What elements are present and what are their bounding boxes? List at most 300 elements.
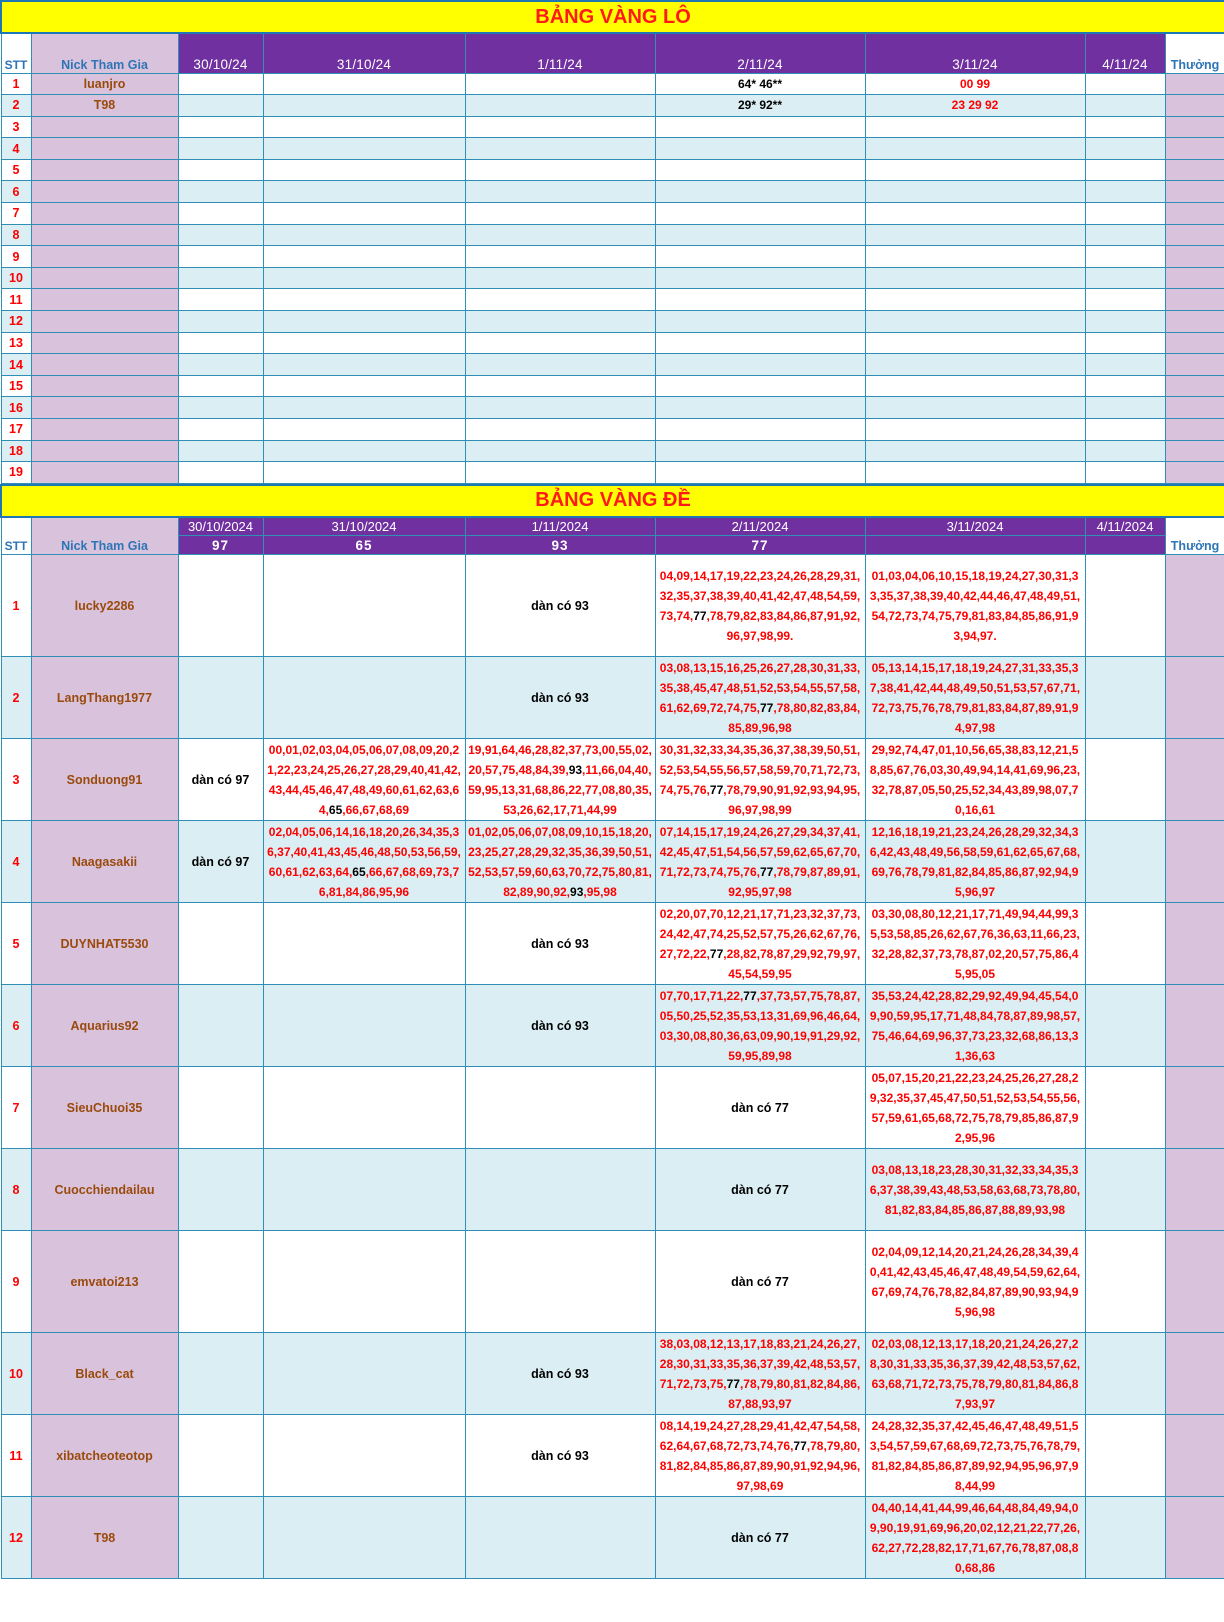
- de-header-date-4: 2/11/2024: [655, 517, 865, 536]
- row-stt: 3: [1, 116, 31, 138]
- lo-cell-date-5: [865, 203, 1085, 225]
- de-cell-date-6: [1085, 1333, 1165, 1415]
- de-cell-date-1: [178, 1333, 263, 1415]
- lo-cell-date-5: [865, 246, 1085, 268]
- lo-cell-date-4: [655, 354, 865, 376]
- row-nick: T98: [31, 95, 178, 117]
- row-thuong: [1165, 138, 1224, 160]
- de-cell-date-5: 35,53,24,42,28,82,29,92,49,94,45,54,09,90,59,95,17,71,48,84,78,87,89,98,57,75,46,64,69,96,37,73,23,32,68,86,13,31,36,63: [865, 985, 1085, 1067]
- row-stt: 16: [1, 397, 31, 419]
- de-cell-date-4: dàn có 77: [655, 1231, 865, 1333]
- table-row: [1, 267, 1224, 289]
- lo-cell-date-2: [263, 311, 465, 333]
- de-cell-date-2: 00,01,02,03,04,05,06,07,08,09,20,21,22,23,24,25,26,27,28,29,40,41,42,43,44,45,46,47,48,49,60,61,62,63,64,65,66,67,68,69: [263, 739, 465, 821]
- lo-table: [0, 0, 1224, 484]
- winning-number: 77: [709, 946, 724, 961]
- de-cell-date-3: [465, 1497, 655, 1579]
- row-stt: 14: [1, 354, 31, 376]
- row-thuong: [1165, 419, 1224, 441]
- de-cell-date-5: 01,03,04,06,10,15,18,19,24,27,30,31,33,35,37,38,39,40,42,44,46,47,48,49,51,54,72,73,74,75,79,81,83,84,85,86,91,93,94,97.: [865, 555, 1085, 657]
- de-result-5: [865, 536, 1085, 555]
- de-result-4: 77: [655, 536, 865, 555]
- de-header-date-6: 4/11/2024: [1085, 517, 1165, 536]
- table-row: [1, 903, 1224, 985]
- lo-header-date-6: 4/11/24: [1085, 33, 1165, 73]
- lo-cell-date-2: [263, 354, 465, 376]
- de-header-thuong: Thưởng: [1165, 517, 1224, 555]
- de-result-2: 65: [263, 536, 465, 555]
- lo-cell-date-6: [1085, 181, 1165, 203]
- lo-cell-date-6: [1085, 354, 1165, 376]
- de-cell-date-2: [263, 1333, 465, 1415]
- de-cell-date-6: [1085, 1231, 1165, 1333]
- lo-cell-date-6: [1085, 332, 1165, 354]
- lo-cell-date-4: [655, 397, 865, 419]
- de-cell-date-3: [465, 1149, 655, 1231]
- row-nick: T98: [31, 1497, 178, 1579]
- lo-cell-date-1: [178, 462, 263, 484]
- lo-cell-date-3: [465, 138, 655, 160]
- row-thuong: [1165, 73, 1224, 95]
- winning-number: 77: [743, 988, 757, 1003]
- row-thuong: [1165, 1149, 1224, 1231]
- row-stt: 9: [1, 246, 31, 268]
- lo-cell-date-5: [865, 375, 1085, 397]
- lo-cell-date-3: [465, 203, 655, 225]
- lo-cell-date-4: [655, 332, 865, 354]
- lo-cell-date-5: [865, 462, 1085, 484]
- row-stt: 4: [1, 821, 31, 903]
- row-thuong: [1165, 1333, 1224, 1415]
- de-cell-date-2: [263, 1497, 465, 1579]
- lo-cell-date-2: [263, 116, 465, 138]
- table-row: [1, 181, 1224, 203]
- de-header-stt: STT: [1, 517, 31, 555]
- de-cell-date-4: 07,14,15,17,19,24,26,27,29,34,37,41,42,45,47,51,54,56,57,59,62,65,67,70,71,72,73,74,75,76,77,78,79,87,89,91,92,95,97,98: [655, 821, 865, 903]
- lo-cell-date-1: [178, 311, 263, 333]
- lo-cell-date-5: [865, 289, 1085, 311]
- row-nick: LangThang1977: [31, 657, 178, 739]
- lo-cell-date-4: 29* 92**: [655, 95, 865, 117]
- lo-cell-date-1: [178, 332, 263, 354]
- winning-number: 93: [570, 884, 584, 899]
- lo-cell-date-3: [465, 224, 655, 246]
- lo-header-date-2: 31/10/24: [263, 33, 465, 73]
- de-cell-date-1: [178, 555, 263, 657]
- lo-header-date-4: 2/11/24: [655, 33, 865, 73]
- de-cell-date-4: 30,31,32,33,34,35,36,37,38,39,50,51,52,53,54,55,56,57,58,59,70,71,72,73,74,75,76,77,78,79,90,91,92,93,94,95,96,97,98,99: [655, 739, 865, 821]
- row-nick: DUYNHAT5530: [31, 903, 178, 985]
- table-row: [1, 159, 1224, 181]
- de-cell-date-5: 24,28,32,35,37,42,45,46,47,48,49,51,53,54,57,59,67,68,69,72,73,75,76,78,79,81,82,84,85,86,87,89,92,94,95,96,97,98,44,99: [865, 1415, 1085, 1497]
- table-row: [1, 555, 1224, 657]
- de-cell-date-6: [1085, 1497, 1165, 1579]
- row-nick: [31, 181, 178, 203]
- row-stt: 6: [1, 985, 31, 1067]
- row-stt: 3: [1, 739, 31, 821]
- de-header-date-5: 3/11/2024: [865, 517, 1085, 536]
- lo-cell-date-6: [1085, 73, 1165, 95]
- lo-cell-date-6: [1085, 419, 1165, 441]
- lo-cell-date-1: [178, 224, 263, 246]
- lo-cell-date-1: [178, 95, 263, 117]
- row-stt: 15: [1, 375, 31, 397]
- de-cell-date-2: [263, 1149, 465, 1231]
- lo-cell-date-5: [865, 311, 1085, 333]
- de-cell-date-4: dàn có 77: [655, 1497, 865, 1579]
- lo-cell-date-5: [865, 181, 1085, 203]
- lo-cell-date-5: [865, 440, 1085, 462]
- lo-cell-date-2: [263, 375, 465, 397]
- row-nick: [31, 267, 178, 289]
- de-cell-date-1: [178, 1231, 263, 1333]
- lo-cell-date-3: [465, 462, 655, 484]
- de-header-nick: Nick Tham Gia: [31, 517, 178, 555]
- row-nick: [31, 332, 178, 354]
- table-row: [1, 311, 1224, 333]
- lo-cell-date-2: [263, 224, 465, 246]
- table-row: [1, 397, 1224, 419]
- row-thuong: [1165, 1067, 1224, 1149]
- table-row: [1, 419, 1224, 441]
- table-row: [1, 1415, 1224, 1497]
- lo-cell-date-1: [178, 419, 263, 441]
- row-thuong: [1165, 354, 1224, 376]
- lo-cell-date-3: [465, 397, 655, 419]
- lo-cell-date-2: [263, 440, 465, 462]
- lo-cell-date-4: [655, 116, 865, 138]
- de-cell-date-5: 29,92,74,47,01,10,56,65,38,83,12,21,58,85,67,76,03,30,49,94,14,41,69,96,23,32,78,87,05,50,25,52,34,43,89,98,07,70,16,61: [865, 739, 1085, 821]
- row-thuong: [1165, 311, 1224, 333]
- de-body: [1, 555, 1224, 1579]
- de-cell-date-5: 02,03,08,12,13,17,18,20,21,24,26,27,28,30,31,33,35,36,37,39,42,48,53,57,62,63,68,71,72,73,75,78,79,80,81,84,86,87,93,97: [865, 1333, 1085, 1415]
- lo-cell-date-1: [178, 116, 263, 138]
- lo-cell-date-2: [263, 138, 465, 160]
- lo-cell-date-4: [655, 311, 865, 333]
- de-cell-date-2: 02,04,05,06,14,16,18,20,26,34,35,36,37,40,41,43,45,46,48,50,53,56,59,60,61,62,63,64,65,66,67,68,69,73,76,81,84,86,95,96: [263, 821, 465, 903]
- winning-number: 93: [568, 762, 583, 777]
- de-cell-date-2: [263, 1231, 465, 1333]
- lo-header-date-3: 1/11/24: [465, 33, 655, 73]
- table-row: [1, 332, 1224, 354]
- de-cell-date-1: [178, 985, 263, 1067]
- row-stt: 19: [1, 462, 31, 484]
- lo-cell-date-2: [263, 332, 465, 354]
- row-thuong: [1165, 267, 1224, 289]
- table-row: [1, 657, 1224, 739]
- de-cell-date-3: dàn có 93: [465, 555, 655, 657]
- winning-number: 77: [793, 1438, 807, 1453]
- de-cell-date-3: [465, 1231, 655, 1333]
- row-stt: 11: [1, 1415, 31, 1497]
- de-header-date-2: 31/10/2024: [263, 517, 465, 536]
- row-stt: 5: [1, 903, 31, 985]
- lo-cell-date-4: [655, 289, 865, 311]
- de-cell-date-3: dàn có 93: [465, 985, 655, 1067]
- row-nick: [31, 203, 178, 225]
- table-row: [1, 821, 1224, 903]
- table-row: [1, 985, 1224, 1067]
- lo-header-date-1: 30/10/24: [178, 33, 263, 73]
- row-stt: 1: [1, 73, 31, 95]
- lo-cell-date-6: [1085, 159, 1165, 181]
- de-cell-date-3: [465, 1067, 655, 1149]
- row-stt: 2: [1, 95, 31, 117]
- de-table: [0, 484, 1224, 1580]
- lo-cell-date-2: [263, 203, 465, 225]
- row-thuong: [1165, 289, 1224, 311]
- lo-cell-date-2: [263, 73, 465, 95]
- row-nick: luanjro: [31, 73, 178, 95]
- table-row: [1, 289, 1224, 311]
- lo-cell-date-3: [465, 375, 655, 397]
- de-cell-date-5: 02,04,09,12,14,20,21,24,26,28,34,39,40,41,42,43,45,46,47,48,49,54,59,62,64,67,69,74,76,78,82,84,87,89,90,93,94,95,96,98: [865, 1231, 1085, 1333]
- lo-cell-date-6: [1085, 397, 1165, 419]
- table-row: [1, 1333, 1224, 1415]
- lo-cell-date-1: [178, 289, 263, 311]
- lo-cell-date-2: [263, 95, 465, 117]
- table-row: [1, 73, 1224, 95]
- lo-body: [1, 73, 1224, 483]
- row-stt: 10: [1, 267, 31, 289]
- table-row: [1, 354, 1224, 376]
- de-cell-date-4: dàn có 77: [655, 1149, 865, 1231]
- row-nick: lucky2286: [31, 555, 178, 657]
- lo-cell-date-3: [465, 159, 655, 181]
- row-stt: 13: [1, 332, 31, 354]
- lo-cell-date-1: [178, 375, 263, 397]
- lo-cell-date-4: [655, 375, 865, 397]
- table-row: [1, 203, 1224, 225]
- row-stt: 17: [1, 419, 31, 441]
- de-cell-date-5: 03,08,13,18,23,28,30,31,32,33,34,35,36,37,38,39,43,48,53,58,63,68,73,78,80,81,82,83,84,85,86,87,88,89,93,98: [865, 1149, 1085, 1231]
- lo-cell-date-3: [465, 332, 655, 354]
- lo-cell-date-3: [465, 95, 655, 117]
- row-nick: [31, 138, 178, 160]
- row-thuong: [1165, 555, 1224, 657]
- row-thuong: [1165, 903, 1224, 985]
- row-nick: SieuChuoi35: [31, 1067, 178, 1149]
- lo-cell-date-3: [465, 419, 655, 441]
- lo-cell-date-5: [865, 397, 1085, 419]
- lo-cell-date-3: [465, 311, 655, 333]
- lo-cell-date-2: [263, 289, 465, 311]
- row-nick: Black_cat: [31, 1333, 178, 1415]
- row-nick: [31, 397, 178, 419]
- row-thuong: [1165, 375, 1224, 397]
- row-stt: 6: [1, 181, 31, 203]
- lo-cell-date-5: [865, 116, 1085, 138]
- de-cell-date-1: [178, 1149, 263, 1231]
- lo-cell-date-3: [465, 181, 655, 203]
- lo-header-nick: Nick Tham Gia: [31, 33, 178, 73]
- row-thuong: [1165, 246, 1224, 268]
- de-cell-date-3: dàn có 93: [465, 1415, 655, 1497]
- lo-cell-date-5: [865, 267, 1085, 289]
- lo-title: BẢNG VÀNG LÔ: [1, 1, 1224, 33]
- de-cell-date-4: 07,70,17,71,22,77,37,73,57,75,78,87,05,50,25,52,35,53,13,31,69,96,46,64,03,30,08,80,36,63,09,90,19,91,29,92,59,95,89,98: [655, 985, 865, 1067]
- de-cell-date-4: 38,03,08,12,13,17,18,83,21,24,26,27,28,30,31,33,35,36,37,39,42,48,53,57,71,72,73,75,77,78,79,80,81,82,84,86,87,88,93,97: [655, 1333, 865, 1415]
- de-cell-date-2: [263, 555, 465, 657]
- de-cell-date-5: 05,07,15,20,21,22,23,24,25,26,27,28,29,32,35,37,45,47,50,51,52,53,54,55,56,57,59,61,65,68,72,75,78,79,85,86,87,92,95,96: [865, 1067, 1085, 1149]
- row-stt: 4: [1, 138, 31, 160]
- row-stt: 18: [1, 440, 31, 462]
- row-stt: 5: [1, 159, 31, 181]
- row-thuong: [1165, 1497, 1224, 1579]
- de-result-1: 97: [178, 536, 263, 555]
- de-cell-date-1: [178, 903, 263, 985]
- row-nick: [31, 159, 178, 181]
- de-cell-date-3: dàn có 93: [465, 903, 655, 985]
- row-nick: Cuocchiendailau: [31, 1149, 178, 1231]
- lo-header-thuong: Thưởng: [1165, 33, 1224, 73]
- lo-cell-date-3: [465, 246, 655, 268]
- lo-cell-date-2: [263, 267, 465, 289]
- row-thuong: [1165, 985, 1224, 1067]
- winning-number: 65: [352, 864, 366, 879]
- lo-cell-date-3: [465, 354, 655, 376]
- row-stt: 8: [1, 224, 31, 246]
- lo-cell-date-3: [465, 289, 655, 311]
- row-nick: Sonduong91: [31, 739, 178, 821]
- lo-cell-date-1: [178, 138, 263, 160]
- de-cell-date-2: [263, 985, 465, 1067]
- row-nick: [31, 375, 178, 397]
- lo-cell-date-6: [1085, 440, 1165, 462]
- row-thuong: [1165, 203, 1224, 225]
- lo-cell-date-1: [178, 267, 263, 289]
- lo-cell-date-6: [1085, 203, 1165, 225]
- de-cell-date-1: [178, 1497, 263, 1579]
- row-stt: 12: [1, 311, 31, 333]
- row-nick: [31, 289, 178, 311]
- lo-cell-date-5: [865, 159, 1085, 181]
- row-thuong: [1165, 1415, 1224, 1497]
- lo-cell-date-4: [655, 159, 865, 181]
- de-cell-date-5: 12,16,18,19,21,23,24,26,28,29,32,34,36,42,43,48,49,56,58,59,61,62,65,67,68,69,76,78,79,81,82,84,85,86,87,92,94,95,96,97: [865, 821, 1085, 903]
- lo-cell-date-2: [263, 397, 465, 419]
- de-cell-date-1: dàn có 97: [178, 821, 263, 903]
- lo-cell-date-6: [1085, 95, 1165, 117]
- lo-cell-date-3: [465, 267, 655, 289]
- row-thuong: [1165, 462, 1224, 484]
- table-row: [1, 440, 1224, 462]
- row-thuong: [1165, 397, 1224, 419]
- lo-cell-date-4: [655, 224, 865, 246]
- table-row: [1, 246, 1224, 268]
- row-nick: xibatcheoteotop: [31, 1415, 178, 1497]
- de-cell-date-4: 08,14,19,24,27,28,29,41,42,47,54,58,62,64,67,68,72,73,74,76,77,78,79,80,81,82,84,85,86,87,89,90,91,92,94,96,97,98,69: [655, 1415, 865, 1497]
- winning-number: 77: [693, 608, 707, 623]
- lo-cell-date-4: [655, 440, 865, 462]
- row-nick: [31, 311, 178, 333]
- lo-cell-date-6: [1085, 116, 1165, 138]
- table-row: [1, 138, 1224, 160]
- de-cell-date-3: dàn có 93: [465, 1333, 655, 1415]
- lo-cell-date-6: [1085, 267, 1165, 289]
- row-nick: Naagasakii: [31, 821, 178, 903]
- de-cell-date-2: [263, 903, 465, 985]
- row-stt: 12: [1, 1497, 31, 1579]
- de-cell-date-6: [1085, 555, 1165, 657]
- de-header-date-1: 30/10/2024: [178, 517, 263, 536]
- table-row: [1, 95, 1224, 117]
- de-cell-date-6: [1085, 821, 1165, 903]
- lo-cell-date-4: [655, 181, 865, 203]
- row-thuong: [1165, 1231, 1224, 1333]
- lo-cell-date-5: [865, 419, 1085, 441]
- lo-cell-date-2: [263, 181, 465, 203]
- lo-cell-date-1: [178, 159, 263, 181]
- de-result-3: 93: [465, 536, 655, 555]
- row-thuong: [1165, 332, 1224, 354]
- de-cell-date-4: 04,09,14,17,19,22,23,24,26,28,29,31,32,35,37,38,39,40,41,42,47,48,54,59,73,74,77,78,79,82,83,84,86,87,91,92,96,97,98,99.: [655, 555, 865, 657]
- row-thuong: [1165, 821, 1224, 903]
- de-cell-date-1: [178, 1067, 263, 1149]
- lo-cell-date-1: [178, 246, 263, 268]
- lo-cell-date-1: [178, 397, 263, 419]
- de-cell-date-5: 05,13,14,15,17,18,19,24,27,31,33,35,37,38,41,42,44,48,49,50,51,53,57,67,71,72,73,75,76,78,79,81,83,84,87,89,91,94,97,98: [865, 657, 1085, 739]
- winning-number: 77: [726, 1376, 740, 1391]
- row-nick: [31, 462, 178, 484]
- lo-cell-date-6: [1085, 462, 1165, 484]
- de-cell-date-2: [263, 1067, 465, 1149]
- de-cell-date-5: 04,40,14,41,44,99,46,64,48,84,49,94,09,90,19,91,69,96,20,02,12,21,22,77,26,62,27,72,28,82,17,71,67,76,78,87,08,80,68,86: [865, 1497, 1085, 1579]
- de-cell-date-3: dàn có 93: [465, 657, 655, 739]
- row-stt: 9: [1, 1231, 31, 1333]
- de-title: BẢNG VÀNG ĐỀ: [1, 485, 1224, 517]
- lo-cell-date-3: [465, 116, 655, 138]
- lo-cell-date-6: [1085, 224, 1165, 246]
- lo-cell-date-1: [178, 181, 263, 203]
- lo-cell-date-6: [1085, 375, 1165, 397]
- lo-cell-date-1: [178, 440, 263, 462]
- de-cell-date-4: 02,20,07,70,12,21,17,71,23,32,37,73,24,42,47,74,25,52,57,75,26,62,67,76,27,72,22,77,28,82,78,87,29,92,79,97,45,54,59,95: [655, 903, 865, 985]
- lo-cell-date-1: [178, 73, 263, 95]
- row-thuong: [1165, 95, 1224, 117]
- de-cell-date-1: [178, 1415, 263, 1497]
- row-nick: [31, 224, 178, 246]
- row-stt: 10: [1, 1333, 31, 1415]
- lo-cell-date-5: [865, 224, 1085, 246]
- row-nick: emvatoi213: [31, 1231, 178, 1333]
- de-cell-date-6: [1085, 657, 1165, 739]
- lo-cell-date-2: [263, 419, 465, 441]
- de-cell-date-6: [1085, 1067, 1165, 1149]
- table-row: [1, 1497, 1224, 1579]
- table-row: [1, 1231, 1224, 1333]
- table-row: [1, 1149, 1224, 1231]
- lo-cell-date-5: [865, 354, 1085, 376]
- row-thuong: [1165, 224, 1224, 246]
- row-nick: [31, 354, 178, 376]
- row-thuong: [1165, 181, 1224, 203]
- de-cell-date-2: [263, 1415, 465, 1497]
- row-nick: [31, 440, 178, 462]
- row-stt: 7: [1, 203, 31, 225]
- lo-cell-date-3: [465, 440, 655, 462]
- de-cell-date-2: [263, 657, 465, 739]
- lo-cell-date-2: [263, 246, 465, 268]
- lo-cell-date-4: [655, 246, 865, 268]
- lo-header-stt: STT: [1, 33, 31, 73]
- de-header-date-3: 1/11/2024: [465, 517, 655, 536]
- table-row: [1, 739, 1224, 821]
- de-cell-date-6: [1085, 739, 1165, 821]
- de-cell-date-6: [1085, 903, 1165, 985]
- de-cell-date-4: 03,08,13,15,16,25,26,27,28,30,31,33,35,38,45,47,48,51,52,53,54,55,57,58,61,62,69,72,74,75,77,78,80,82,83,84,85,89,96,98: [655, 657, 865, 739]
- de-cell-date-6: [1085, 1415, 1165, 1497]
